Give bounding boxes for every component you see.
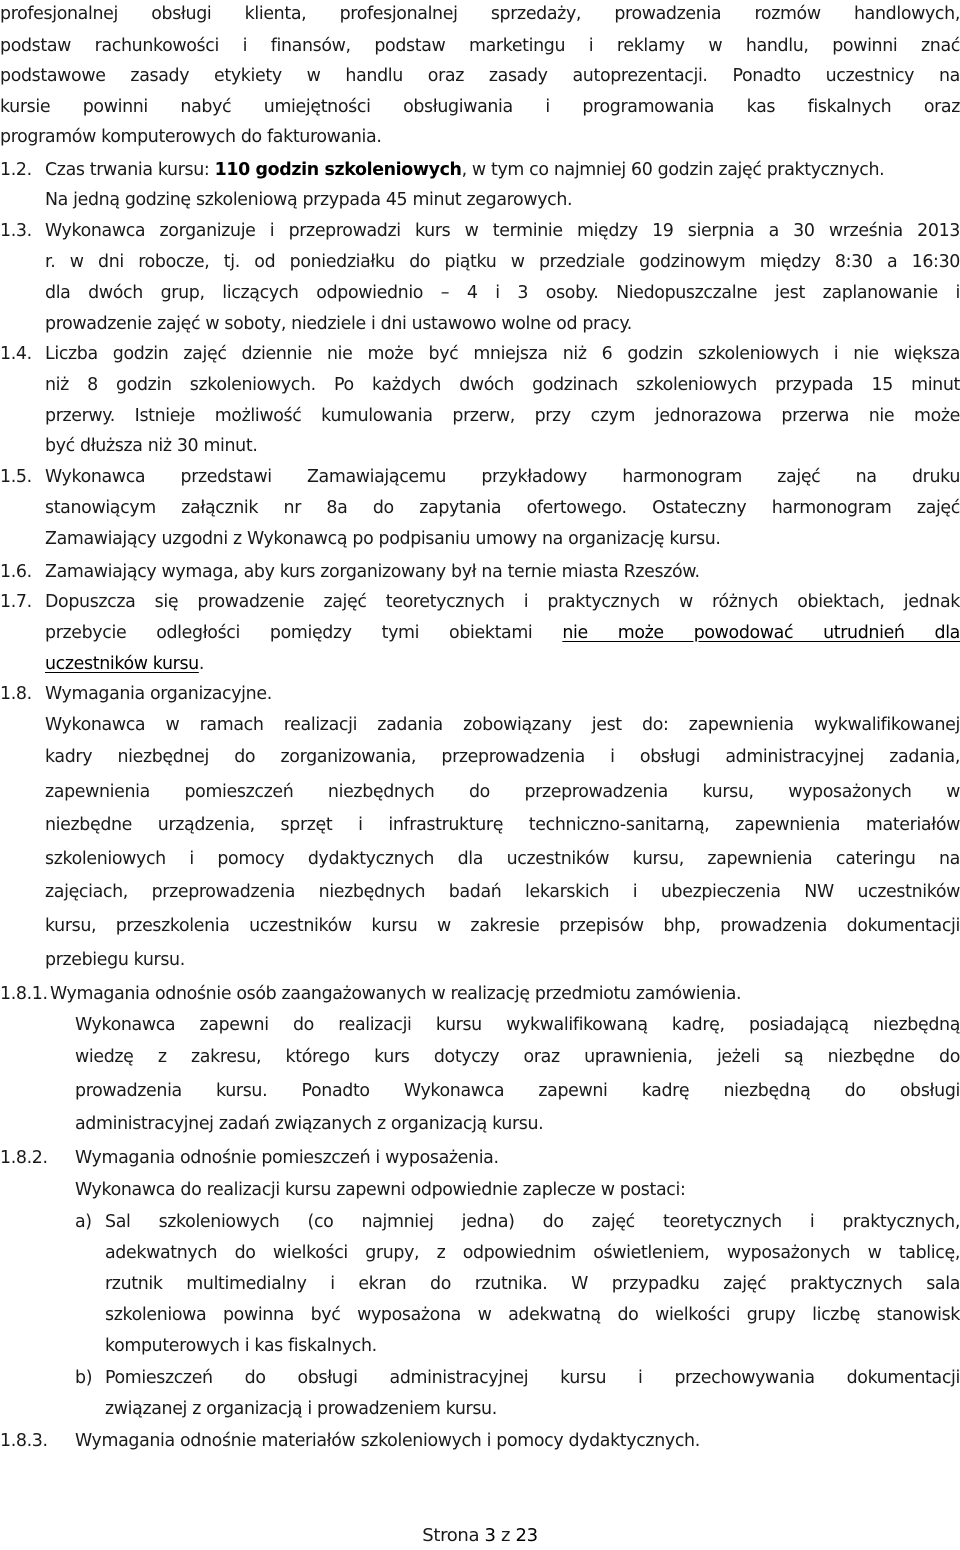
text-line: związanej z organizacją i prowadzeniem kursu.: [105, 1399, 497, 1419]
text-line: Wykonawca do realizacji kursu zapewni odpowiednie zaplecze w postaci:: [75, 1180, 686, 1200]
text-line: programów komputerowych do fakturowania.: [0, 127, 382, 147]
text-span: przebycie odległości pomiędzy tymi obiektami: [45, 623, 563, 643]
underlined-emphasis: uczestników kursu: [45, 654, 199, 674]
list-marker: a): [75, 1212, 92, 1232]
text-line: Liczba godzin zajęć dziennie nie może być mniejsza niż 6 godzin szkoleniowych i nie większa: [45, 344, 960, 364]
section-number: 1.3.: [0, 221, 32, 241]
text-line: podstawowe zasady etykiety w handlu oraz zasady autoprezentacji. Ponadto uczestnicy na: [0, 66, 960, 86]
text-line: Pomieszczeń do obsługi administracyjnej kursu i przechowywania dokumentacji: [105, 1368, 960, 1388]
text-line: Na jedną godzinę szkoleniową przypada 45 minut zegarowych.: [45, 190, 573, 210]
text-line: szkoleniowych i pomocy dydaktycznych dla uczestników kursu, zapewnienia cateringu na: [45, 849, 960, 869]
section-title: Wymagania odnośnie materiałów szkoleniowych i pomocy dydaktycznych.: [75, 1431, 700, 1451]
text-line: przebiegu kursu.: [45, 950, 185, 970]
text-line: prowadzenia kursu. Ponadto Wykonawca zapewni kadrę niezbędną do obsługi: [75, 1081, 960, 1101]
section-number: 1.6.: [0, 562, 32, 582]
text-line: administracyjnej zadań związanych z organizacją kursu.: [75, 1114, 544, 1134]
text-span: .: [198, 654, 205, 674]
text-line: być dłuższa niż 30 minut.: [45, 436, 258, 456]
text-line: komputerowych i kas fiskalnych.: [105, 1336, 377, 1356]
text-line: zajęciach, przeprowadzenia niezbędnych badań lekarskich i ubezpieczenia NW uczestników: [45, 882, 960, 902]
footer-prefix: Strona: [422, 1525, 485, 1546]
text-line: kursie powinni nabyć umiejętności obsługiwania i programowania kas fiskalnych oraz: [0, 97, 960, 117]
underlined-emphasis: nie może powodować utrudnień dla: [562, 623, 960, 643]
text-line: podstaw rachunkowości i finansów, podstaw marketingu i reklamy w handlu, powinni znać: [0, 36, 960, 56]
text-line: kursu, przeszkolenia uczestników kursu w zakresie przepisów bhp, prowadzenia dokumentacji: [45, 916, 960, 936]
text-line: [45, 648, 204, 680]
text-line: dla dwóch grup, liczących odpowiednio – 4 i 3 osoby. Niedopuszczalne jest zaplanowanie i: [45, 283, 960, 303]
section-number: 1.4.: [0, 344, 32, 364]
text-line: Zamawiający uzgodni z Wykonawcą po podpisaniu umowy na organizację kursu.: [45, 529, 721, 549]
section-title: Wymagania organizacyjne.: [45, 684, 272, 704]
text-line: Dopuszcza się prowadzenie zajęć teoretycznych i praktycznych w różnych obiektach, jednak: [45, 592, 960, 612]
section-number: 1.7.: [0, 592, 32, 612]
page-number: 3: [484, 1525, 496, 1546]
list-marker: b): [75, 1368, 93, 1388]
text-span: , w tym co najmniej 60 godzin zajęć praktycznych.: [461, 160, 885, 180]
text-line: przerwy. Istnieje możliwość kumulowania przerw, przy czym jednorazowa przerwa nie może: [45, 406, 960, 426]
text-line: profesjonalnej obsługi klienta, profesjonalnej sprzedaży, prowadzenia rozmów handlowych,: [0, 4, 960, 24]
footer-separator: z: [495, 1525, 516, 1546]
text-line: kadry niezbędnej do zorganizowania, przeprowadzenia i obsługi administracyjnej zadania,: [45, 747, 960, 767]
text-line: Sal szkoleniowych (co najmniej jedna) do zajęć teoretycznych i praktycznych,: [105, 1212, 960, 1232]
text-line: adekwatnych do wielkości grupy, z odpowiednim oświetleniem, wyposażonych w tablicę,: [105, 1243, 960, 1263]
emphasis-text: 110 godzin szkoleniowych: [214, 160, 462, 180]
text-line: Zamawiający wymaga, aby kurs zorganizowany był na ternie miasta Rzeszów.: [45, 562, 700, 582]
text-line: r. w dni robocze, tj. od poniedziałku do piątku w przedziale godzinowym między 8:30 a 16:30: [45, 252, 960, 272]
text-line: niezbędne urządzenia, sprzęt i infrastrukturę techniczno-sanitarną, zapewnienia materiałów: [45, 815, 960, 835]
section-number: 1.8.3.: [0, 1431, 48, 1451]
text-line: niż 8 godzin szkoleniowych. Po każdych dwóch godzinach szkoleniowych przypada 15 minut: [45, 375, 960, 395]
section-title: Wymagania odnośnie osób zaangażowanych w realizację przedmiotu zamówienia.: [50, 984, 742, 1004]
text-line: [45, 154, 884, 186]
text-line: zapewnienia pomieszczeń niezbędnych do przeprowadzenia kursu, wyposażonych w: [45, 782, 960, 802]
text-span: Czas trwania kursu:: [45, 160, 215, 180]
text-line: Wykonawca zorganizuje i przeprowadzi kurs w terminie między 19 sierpnia a 30 września 2013: [45, 221, 960, 241]
text-line: Wykonawca przedstawi Zamawiającemu przykładowy harmonogram zajęć na druku: [45, 467, 960, 487]
page-total: 23: [515, 1525, 538, 1546]
text-line: prowadzenie zajęć w soboty, niedziele i dni ustawowo wolne od pracy.: [45, 314, 632, 334]
section-number: 1.2.: [0, 160, 32, 180]
page-footer: [0, 1522, 960, 1550]
text-line: Wykonawca zapewni do realizacji kursu wykwalifikowaną kadrę, posiadającą niezbędną: [75, 1015, 960, 1035]
section-number: 1.8.: [0, 684, 32, 704]
section-number: 1.8.2.: [0, 1148, 48, 1168]
text-line: wiedzę z zakresu, którego kurs dotyczy oraz uprawnienia, jeżeli są niezbędne do: [75, 1047, 960, 1067]
text-line: Wykonawca w ramach realizacji zadania zobowiązany jest do: zapewnienia wykwalifikowanej: [45, 715, 960, 735]
text-line: [45, 617, 960, 649]
section-number: 1.5.: [0, 467, 32, 487]
section-number: 1.8.1.: [0, 984, 48, 1004]
section-title: Wymagania odnośnie pomieszczeń i wyposażenia.: [75, 1148, 499, 1168]
text-line: stanowiącym załącznik nr 8a do zapytania ofertowego. Ostateczny harmonogram zajęć: [45, 498, 960, 518]
text-line: szkoleniowa powinna być wyposażona w adekwatną do wielkości grupy liczbę stanowisk: [105, 1305, 960, 1325]
text-line: rzutnik multimedialny i ekran do rzutnika. W przypadku zajęć praktycznych sala: [105, 1274, 960, 1294]
